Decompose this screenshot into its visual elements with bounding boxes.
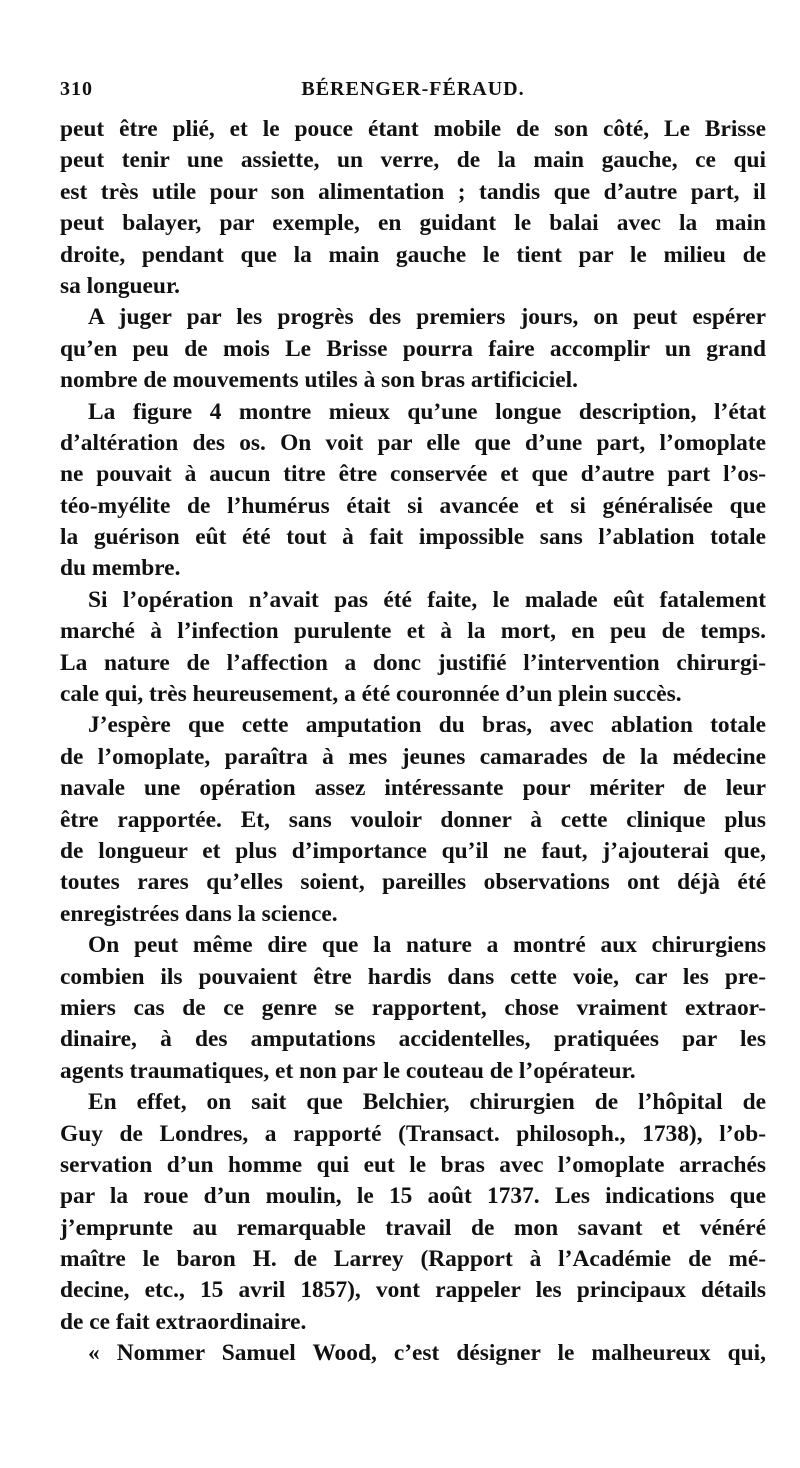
- text-line: toutes rares qu’elles soient, pareilles observations ont déjà été: [60, 869, 766, 896]
- text-line: combien ils pouvaient être hardis dans cette voie, car les pre-: [60, 963, 766, 990]
- text-line: maître le baron H. de Larrey (Rapport à l’Académie de mé-: [60, 1246, 766, 1273]
- text-line: servation d’un homme qui eut le bras avec l’omoplate arrachés: [60, 1151, 766, 1178]
- text-line: A juger par les progrès des premiers jours, on peut espérer: [88, 304, 766, 331]
- running-head: BÉRENGER-FÉRAUD.: [301, 78, 525, 100]
- text-line: d’altération des os. On voit par elle que d’une part, l’omoplate: [60, 429, 766, 456]
- text-line: de l’omoplate, paraîtra à mes jeunes camarades de la médecine: [60, 743, 766, 770]
- text-line: est très utile pour son alimentation ; tandis que d’autre part, il: [60, 178, 766, 205]
- text-line: Guy de Londres, a rapporté (Transact. philosoph., 1738), l’ob-: [60, 1120, 766, 1147]
- text-line: miers cas de ce genre se rapportent, chose vraiment extraor-: [60, 994, 766, 1021]
- text-line: peut balayer, par exemple, en guidant le balai avec la main: [60, 210, 766, 237]
- text-line: dinaire, à des amputations accidentelles, pratiquées par les: [60, 1026, 766, 1053]
- text-line: droite, pendant que la main gauche le tient par le milieu de: [60, 241, 766, 268]
- text-line: navale une opération assez intéressante pour mériter de leur: [60, 775, 766, 802]
- text-line: decine, etc., 15 avril 1857), vont rappeler les principaux détails: [60, 1277, 766, 1304]
- text-line: de ce fait extraordinaire.: [60, 1308, 307, 1335]
- text-line: téo-myélite de l’humérus était si avancée et si généralisée que: [60, 492, 766, 519]
- text-line: agents traumatiques, et non par le couteau de l’opérateur.: [60, 1057, 636, 1084]
- text-line: marché à l’infection purulente et à la mort, en peu de temps.: [60, 618, 766, 645]
- text-line: cale qui, très heureusement, a été couronnée d’un plein succès.: [60, 681, 682, 708]
- text-line: Si l’opération n’avait pas été faite, le malade eût fatalement: [88, 586, 766, 613]
- text-line: du membre.: [60, 555, 181, 582]
- text-line: « Nommer Samuel Wood, c’est désigner le malheureux qui,: [88, 1340, 766, 1367]
- text-line: qu’en peu de mois Le Brisse pourra faire accomplir un grand: [60, 335, 766, 362]
- text-line: de longueur et plus d’importance qu’il ne faut, j’ajouterai que,: [60, 837, 766, 864]
- text-line: nombre de mouvements utiles à son bras artificiciel.: [60, 367, 579, 394]
- text-line: j’emprunte au remarquable travail de mon savant et vénéré: [60, 1214, 766, 1241]
- text-line: la guérison eût été tout à fait impossible sans l’ablation totale: [60, 524, 766, 551]
- page-number: 310: [60, 78, 93, 100]
- text-line: enregistrées dans la science.: [60, 900, 338, 927]
- text-line: peut être plié, et le pouce étant mobile de son côté, Le Brisse: [60, 116, 766, 142]
- text-line: être rapportée. Et, sans vouloir donner à cette clinique plus: [60, 806, 766, 833]
- text-line: J’espère que cette amputation du bras, avec ablation totale: [88, 712, 766, 739]
- body-text: [60, 114, 766, 1370]
- text-line: sa longueur.: [60, 272, 181, 299]
- text-line: La nature de l’affection a donc justifié l’intervention chirurgi-: [60, 649, 766, 676]
- page-header: [60, 78, 766, 108]
- text-line: par la roue d’un moulin, le 15 août 1737. Les indications que: [60, 1183, 766, 1210]
- text-line: On peut même dire que la nature a montré aux chirurgiens: [88, 932, 766, 959]
- text-line: La figure 4 montre mieux qu’une longue description, l’état: [88, 398, 766, 425]
- text-line: ne pouvait à aucun titre être conservée et que d’autre part l’os-: [60, 461, 766, 488]
- text-line: En effet, on sait que Belchier, chirurgien de l’hôpital de: [88, 1089, 766, 1116]
- text-line: peut tenir une assiette, un verre, de la main gauche, ce qui: [60, 147, 766, 174]
